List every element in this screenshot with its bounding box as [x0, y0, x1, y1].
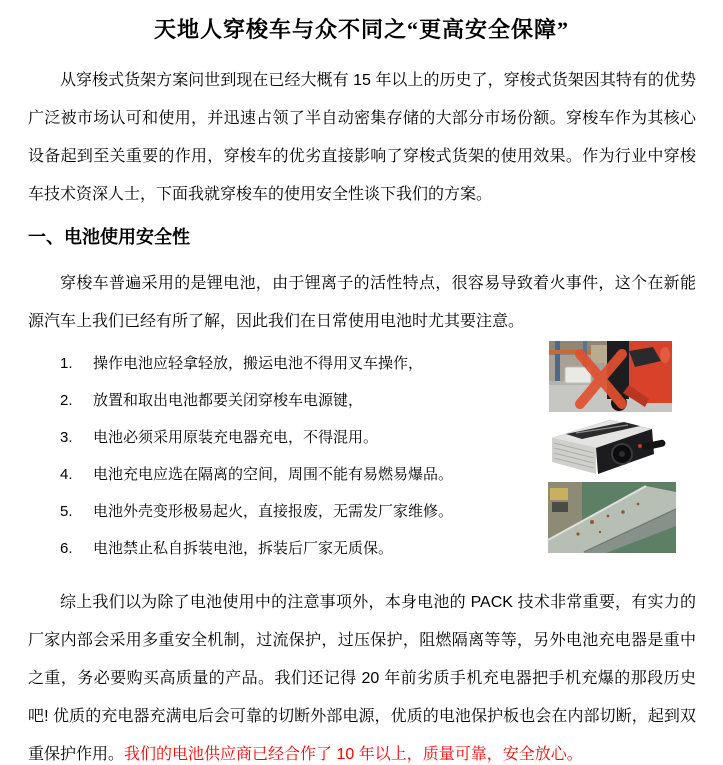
forklift-photo-graphic	[549, 341, 672, 412]
indicator-led	[638, 444, 642, 448]
list-item	[60, 419, 523, 456]
summary-text: 综上我们以为除了电池使用中的注意事项外，本身电池的 PACK 技术非常重要，有实力的厂家内部会采用多重安全机制，过流保护，过压保护，阻燃隔离等等，另外电池充电器是重中之重，务必要购买高质量的产品。我们还记得 20 年前劣质手机充电器把手机充爆的那段历史吧! 优质的充电器充满电后会可靠的切断外部电源，优质的电池保护板也会在内部切断，起到双重保护作用。	[28, 594, 696, 763]
beam-photo-graphic	[548, 482, 676, 553]
list-item-text: 操作电池应轻拿轻放，搬运电池不得用叉车操作，	[93, 355, 424, 372]
forklift-with-prohibition-x-photo	[549, 341, 672, 412]
summary-paragraph	[28, 584, 696, 765]
list-item-text: 电池禁止私自拆装电池，拆装后厂家无质保。	[93, 540, 394, 557]
charger-photo-graphic	[536, 416, 667, 480]
list-item	[60, 530, 523, 567]
battery-charger-photo	[536, 416, 667, 480]
summary-warning-text: 我们的电池供应商已经合作了 10 年以上，质量可靠，安全放心。	[124, 746, 583, 763]
list-item-number: 4.	[60, 466, 73, 483]
rack-post	[555, 341, 560, 385]
section-heading: 一、电池使用安全性	[28, 227, 190, 247]
list-item-number: 1.	[60, 355, 73, 372]
intro-paragraph: 从穿梭式货架方案问世到现在已经大概有 15 年以上的历史了，穿梭式货架因其特有的优势广泛被市场认可和使用，并迅速占领了半自动密集存储的大部分市场份额。穿梭车作为其核心设备起到至关重要的作用，穿梭车的优劣直接影响了穿梭式货架的使用效果。作为行业中穿梭车技术资深人士，下面我就穿梭车的使用安全性谈下我们的方案。	[28, 72, 696, 203]
list-item-number: 6.	[60, 540, 73, 557]
document-title: 天地人穿梭车与众不同之“更高安全保障”	[153, 17, 569, 42]
deformed-battery-case-photo	[548, 482, 676, 553]
list-item-text: 电池必须采用原装充电器充电，不得混用。	[93, 429, 379, 446]
list-item	[60, 456, 523, 493]
list-item-text: 放置和取出电池都要关闭穿梭车电源键，	[93, 392, 364, 409]
list-item-number: 5.	[60, 503, 73, 520]
list-item-text: 电池外壳变形极易起火，直接报废，无需发厂家维修。	[93, 503, 454, 520]
yellow-object	[550, 488, 568, 500]
battery-safety-rules-list	[28, 345, 523, 567]
dark-object	[552, 502, 568, 512]
list-item-text: 电池充电应选在隔离的空间，周围不能有易燃易爆品。	[93, 466, 454, 483]
list-item	[60, 345, 523, 382]
list-item-number: 3.	[60, 429, 73, 446]
list-item-number: 2.	[60, 392, 73, 409]
section-intro-paragraph: 穿梭车普遍采用的是锂电池，由于锂离子的活性特点，很容易导致着火事件，这个在新能源汽车上我们已经有所了解，因此我们在日常使用电池时尤其要注意。	[28, 275, 696, 330]
list-item	[60, 382, 523, 419]
list-item	[60, 493, 523, 530]
